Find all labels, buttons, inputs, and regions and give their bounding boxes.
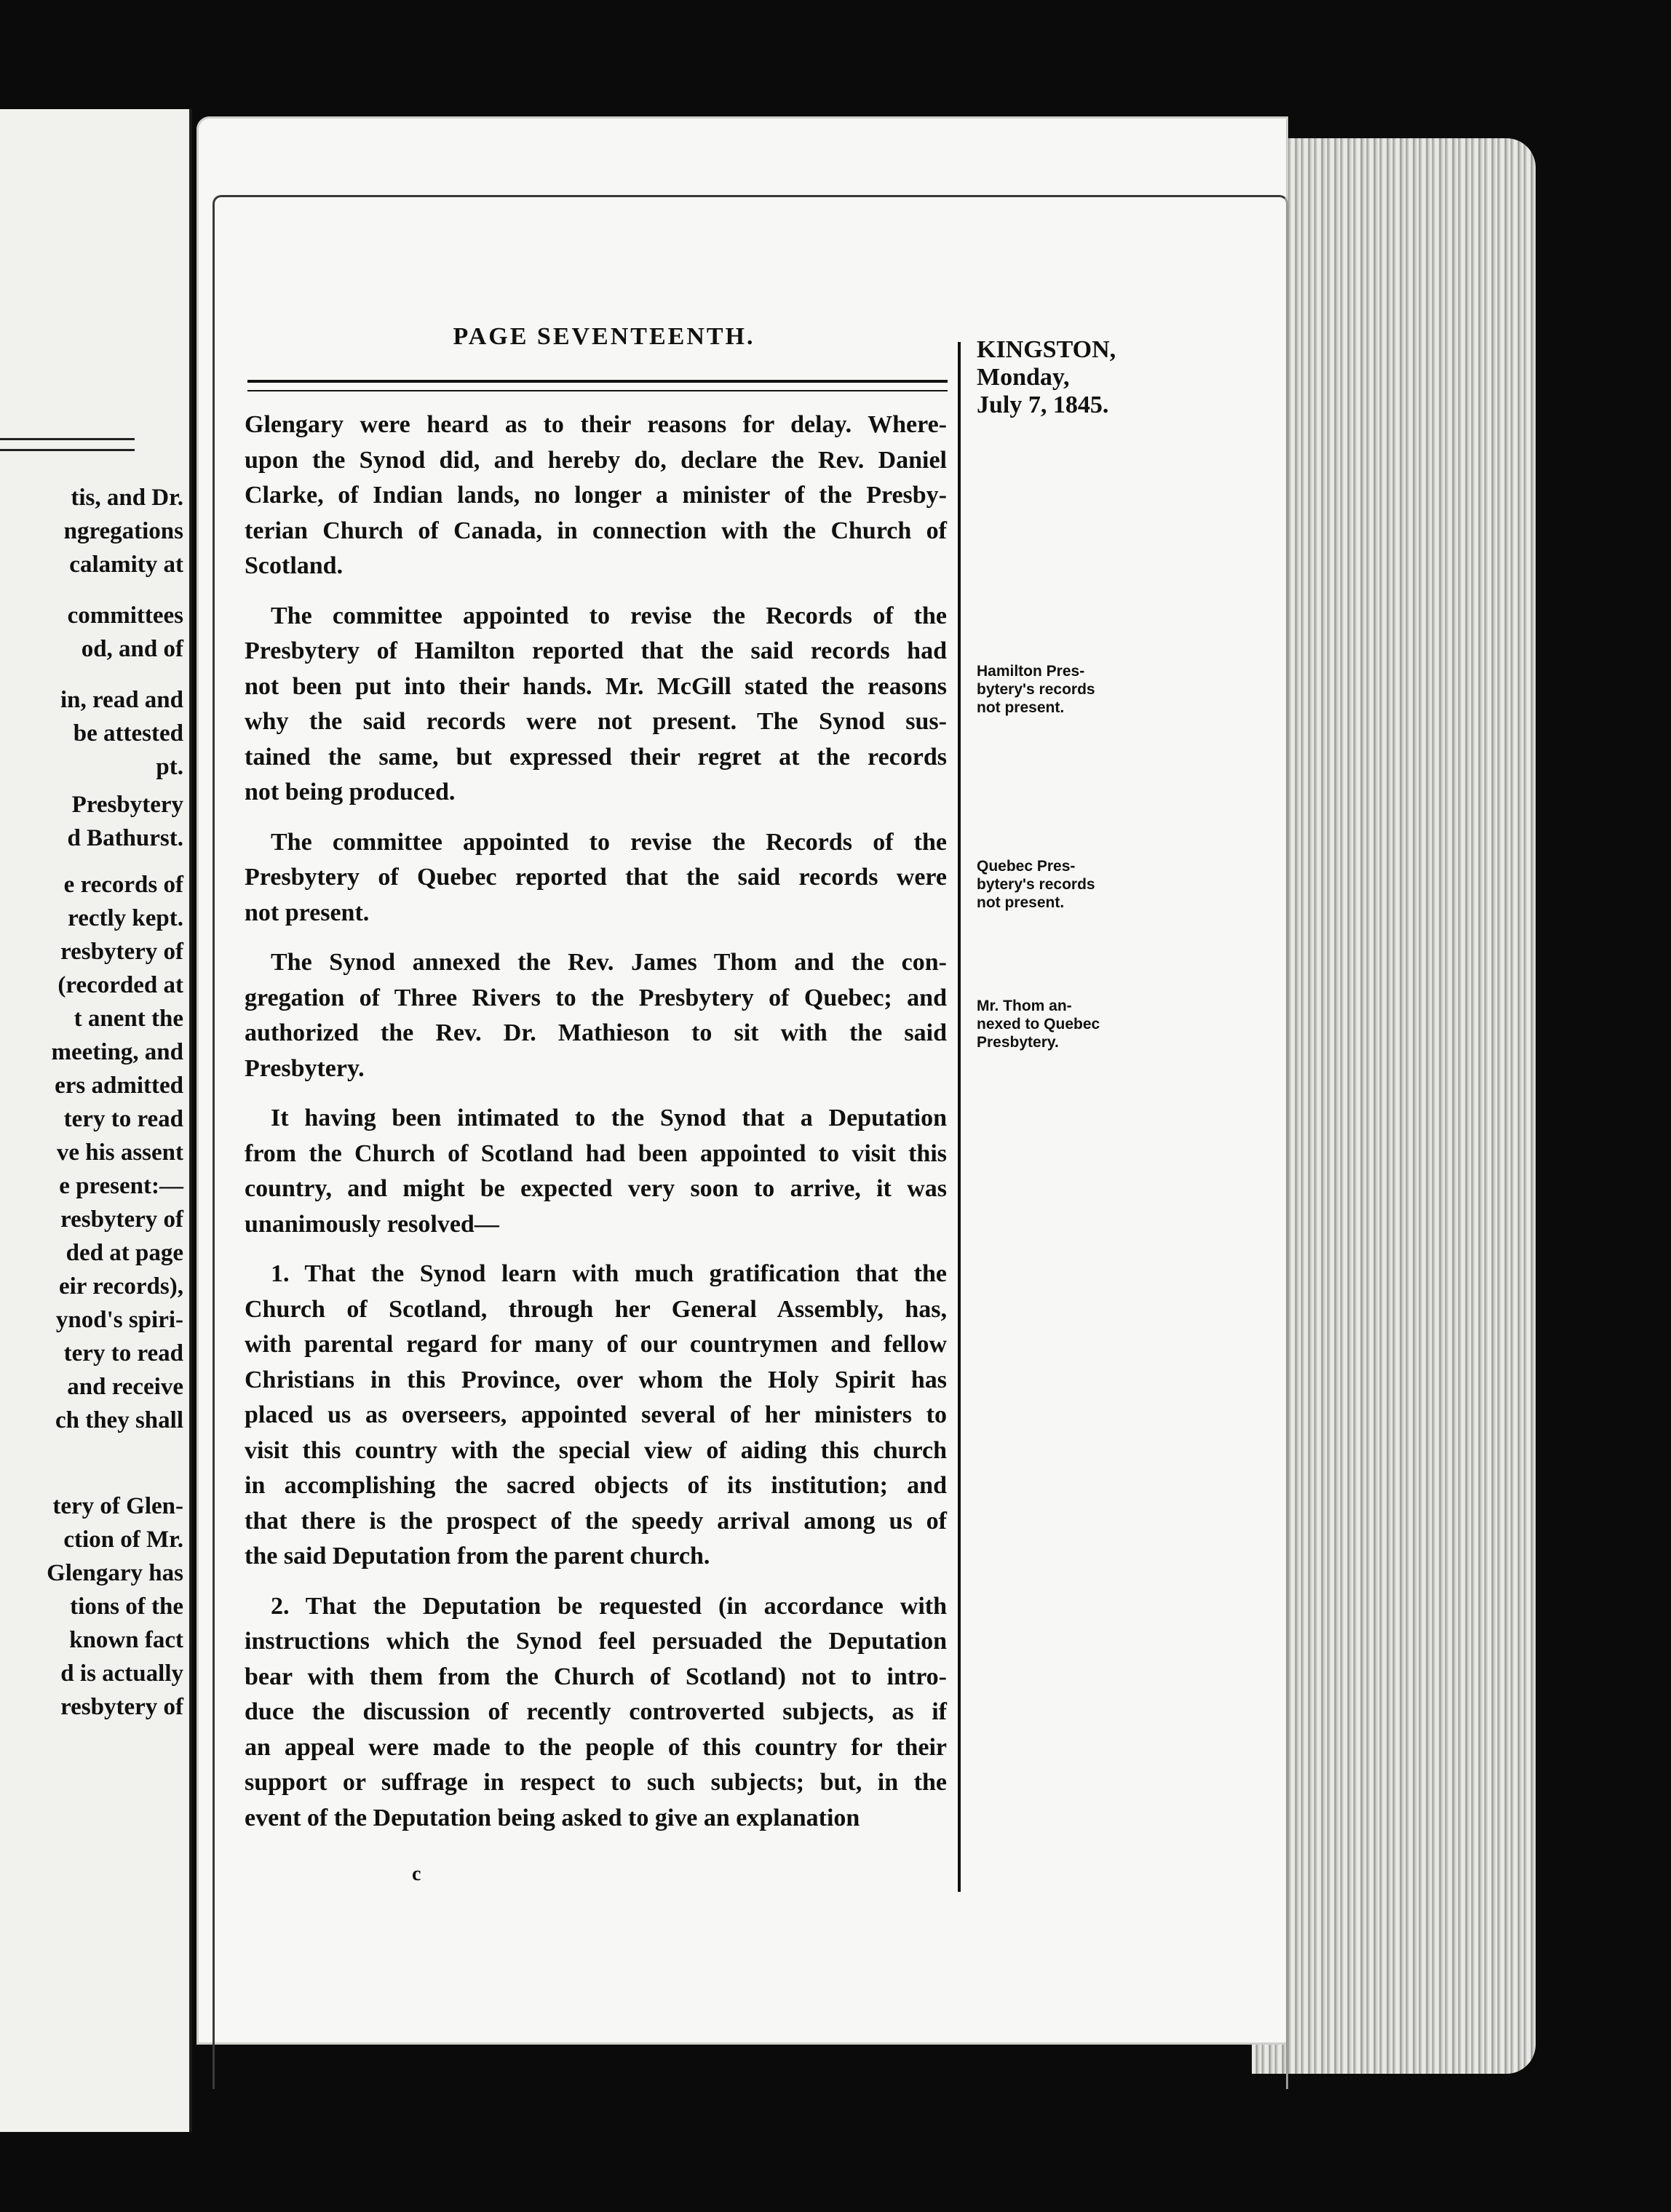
left-page-line: resbytery of [60, 939, 183, 965]
text-line: event of the Deputation being asked to give an explanation [245, 1804, 860, 1831]
text-line: The Synod annexed the Rev. James Thom and the con- [271, 949, 947, 976]
text-line: Clarke, of Indian lands, no longer a minister of the Presby- [245, 482, 947, 509]
text-line: in accomplishing the sacred objects of its institution; and [245, 1472, 947, 1499]
left-page-line: tions of the [70, 1594, 183, 1620]
heading-double-rule [247, 380, 948, 391]
left-page-line: tery to read [63, 1106, 183, 1132]
text-line: Christians in this Province, over whom the Holy Spirit has [245, 1366, 947, 1393]
left-page-line: meeting, and [51, 1039, 183, 1065]
left-page-line: ynod's spiri- [55, 1307, 183, 1333]
text-line: not been put into their hands. Mr. McGill stated the reasons [245, 672, 947, 700]
left-page-line: tery of Glen- [52, 1493, 183, 1519]
left-page-line: tery to read [63, 1340, 183, 1366]
margin-note-line: not present. [977, 894, 1065, 911]
text-line: from the Church of Scotland had been appointed to visit this [245, 1139, 947, 1167]
text-line: Scotland. [245, 552, 344, 579]
text-line: instructions which the Synod feel persuaded the Deputation [245, 1628, 947, 1655]
left-page-line: committees [67, 602, 183, 629]
margin-note-line: nexed to Quebec [977, 1016, 1100, 1033]
left-page-line: tis, and Dr. [71, 485, 183, 511]
left-page-line: and receive [67, 1374, 183, 1400]
left-page-line: (recorded at [57, 972, 183, 998]
margin-date-header [977, 336, 1116, 419]
left-page-line: od, and of [81, 636, 183, 662]
left-page-line: eir records), [58, 1273, 183, 1300]
margin-note-line: Presbytery. [977, 1034, 1059, 1051]
margin-note-quebec [977, 857, 1095, 912]
left-page-line: ch they shall [55, 1407, 183, 1433]
text-line: with parental regard for many of our countrymen and fellow [245, 1331, 947, 1358]
text-line: Glengary were heard as to their reasons for delay. Where- [245, 411, 947, 438]
left-page-line: resbytery of [60, 1694, 183, 1720]
left-page-rule [0, 438, 135, 451]
left-page-line: ded at page [66, 1240, 183, 1266]
page-heading: PAGE SEVENTEENTH. [453, 323, 755, 350]
left-page-line: ction of Mr. [63, 1527, 183, 1553]
left-page-line: resbytery of [60, 1206, 183, 1233]
paragraph [245, 1257, 947, 1575]
text-line: not present. [245, 899, 370, 926]
text-line: It having been intimated to the Synod that a Deputation [271, 1105, 947, 1131]
left-page-line: ers admitted [55, 1073, 183, 1099]
left-facing-page [0, 109, 192, 2132]
text-line: Presbytery of Quebec reported that the said records were [245, 864, 947, 891]
text-line: Presbytery of Hamilton reported that the said records had [245, 637, 947, 664]
text-line: why the said records were not present. The Synod sus- [245, 708, 947, 735]
text-line: country, and might be expected very soon to arrive, it was [245, 1175, 947, 1202]
text-line: The committee appointed to revise the Records of the [271, 602, 947, 629]
left-page-line: rectly kept. [68, 905, 183, 931]
text-line: the said Deputation from the parent church. [245, 1543, 710, 1570]
text-line: 1. That the Synod learn with much gratification that the [271, 1260, 947, 1287]
margin-day: Monday, [977, 364, 1070, 391]
text-line: placed us as overseers, appointed several of her ministers to [245, 1401, 947, 1428]
left-page-line: Presbytery [71, 792, 183, 818]
left-page-line: in, read and [60, 687, 183, 713]
paragraph [245, 407, 947, 584]
paragraph [245, 1101, 947, 1242]
margin-date: July 7, 1845. [977, 391, 1109, 418]
text-line: upon the Synod did, and hereby do, declare the Rev. Daniel [245, 446, 947, 474]
paragraph [245, 945, 947, 1086]
left-page-line: ngregations [63, 518, 183, 544]
margin-note-line: Mr. Thom an- [977, 998, 1072, 1014]
text-line: support or suffrage in respect to such subjects; but, in the [245, 1769, 947, 1796]
paragraph [245, 1589, 947, 1837]
left-page-line: t anent the [74, 1006, 183, 1032]
book-page-edges [1252, 138, 1536, 2074]
margin-note-line: not present. [977, 699, 1065, 716]
text-line: not being produced. [245, 779, 456, 805]
left-page-line: e records of [63, 872, 183, 898]
text-line: gregation of Three Rivers to the Presbytery of Quebec; and [245, 984, 947, 1011]
left-page-line: d is actually [60, 1660, 183, 1687]
text-line: authorized the Rev. Dr. Mathieson to sit with the said [245, 1019, 947, 1046]
text-line: an appeal were made to the people of this country for their [245, 1733, 947, 1761]
text-line: Church of Scotland, through her General Assembly, has, [245, 1295, 947, 1323]
left-page-line: e present:— [59, 1173, 183, 1199]
text-line: 2. That the Deputation be requested (in accordance with [271, 1592, 947, 1620]
text-line: visit this country with the special view of aiding this church [245, 1436, 947, 1464]
left-page-line: d Bathurst. [67, 825, 183, 851]
margin-note-line: bytery's records [977, 876, 1095, 893]
left-page-line: ve his assent [56, 1139, 183, 1166]
text-line: The committee appointed to revise the Records of the [271, 828, 947, 856]
left-page-line: pt. [156, 754, 183, 780]
paragraph [245, 599, 947, 811]
text-line: unanimously resolved— [245, 1210, 499, 1238]
margin-note-line: Hamilton Pres- [977, 663, 1085, 680]
text-line: Presbytery. [245, 1054, 365, 1082]
margin-note-thom [977, 997, 1100, 1051]
text-line: tained the same, but expressed their regret at the records [245, 743, 947, 771]
text-line: bear with them from the Church of Scotland) not to intro- [245, 1663, 947, 1690]
text-line: terian Church of Canada, in connection with the Church of [245, 517, 947, 544]
left-page-line: known fact [69, 1627, 183, 1653]
text-line: that there is the prospect of the speedy arrival among us of [245, 1507, 947, 1535]
left-page-line: be attested [73, 720, 183, 747]
left-page-line: calamity at [69, 552, 183, 578]
signature-mark: c [412, 1863, 421, 1885]
margin-column-rule [958, 342, 961, 1892]
left-page-line: Glengary has [47, 1560, 183, 1586]
margin-note-line: Quebec Pres- [977, 858, 1076, 875]
margin-note-line: bytery's records [977, 681, 1095, 698]
text-line: duce the discussion of recently controverted subjects, as if [245, 1698, 947, 1725]
minutes-body-text [245, 407, 947, 1850]
margin-place: KINGSTON, [977, 336, 1116, 363]
margin-note-hamilton [977, 662, 1095, 717]
paragraph [245, 825, 947, 931]
